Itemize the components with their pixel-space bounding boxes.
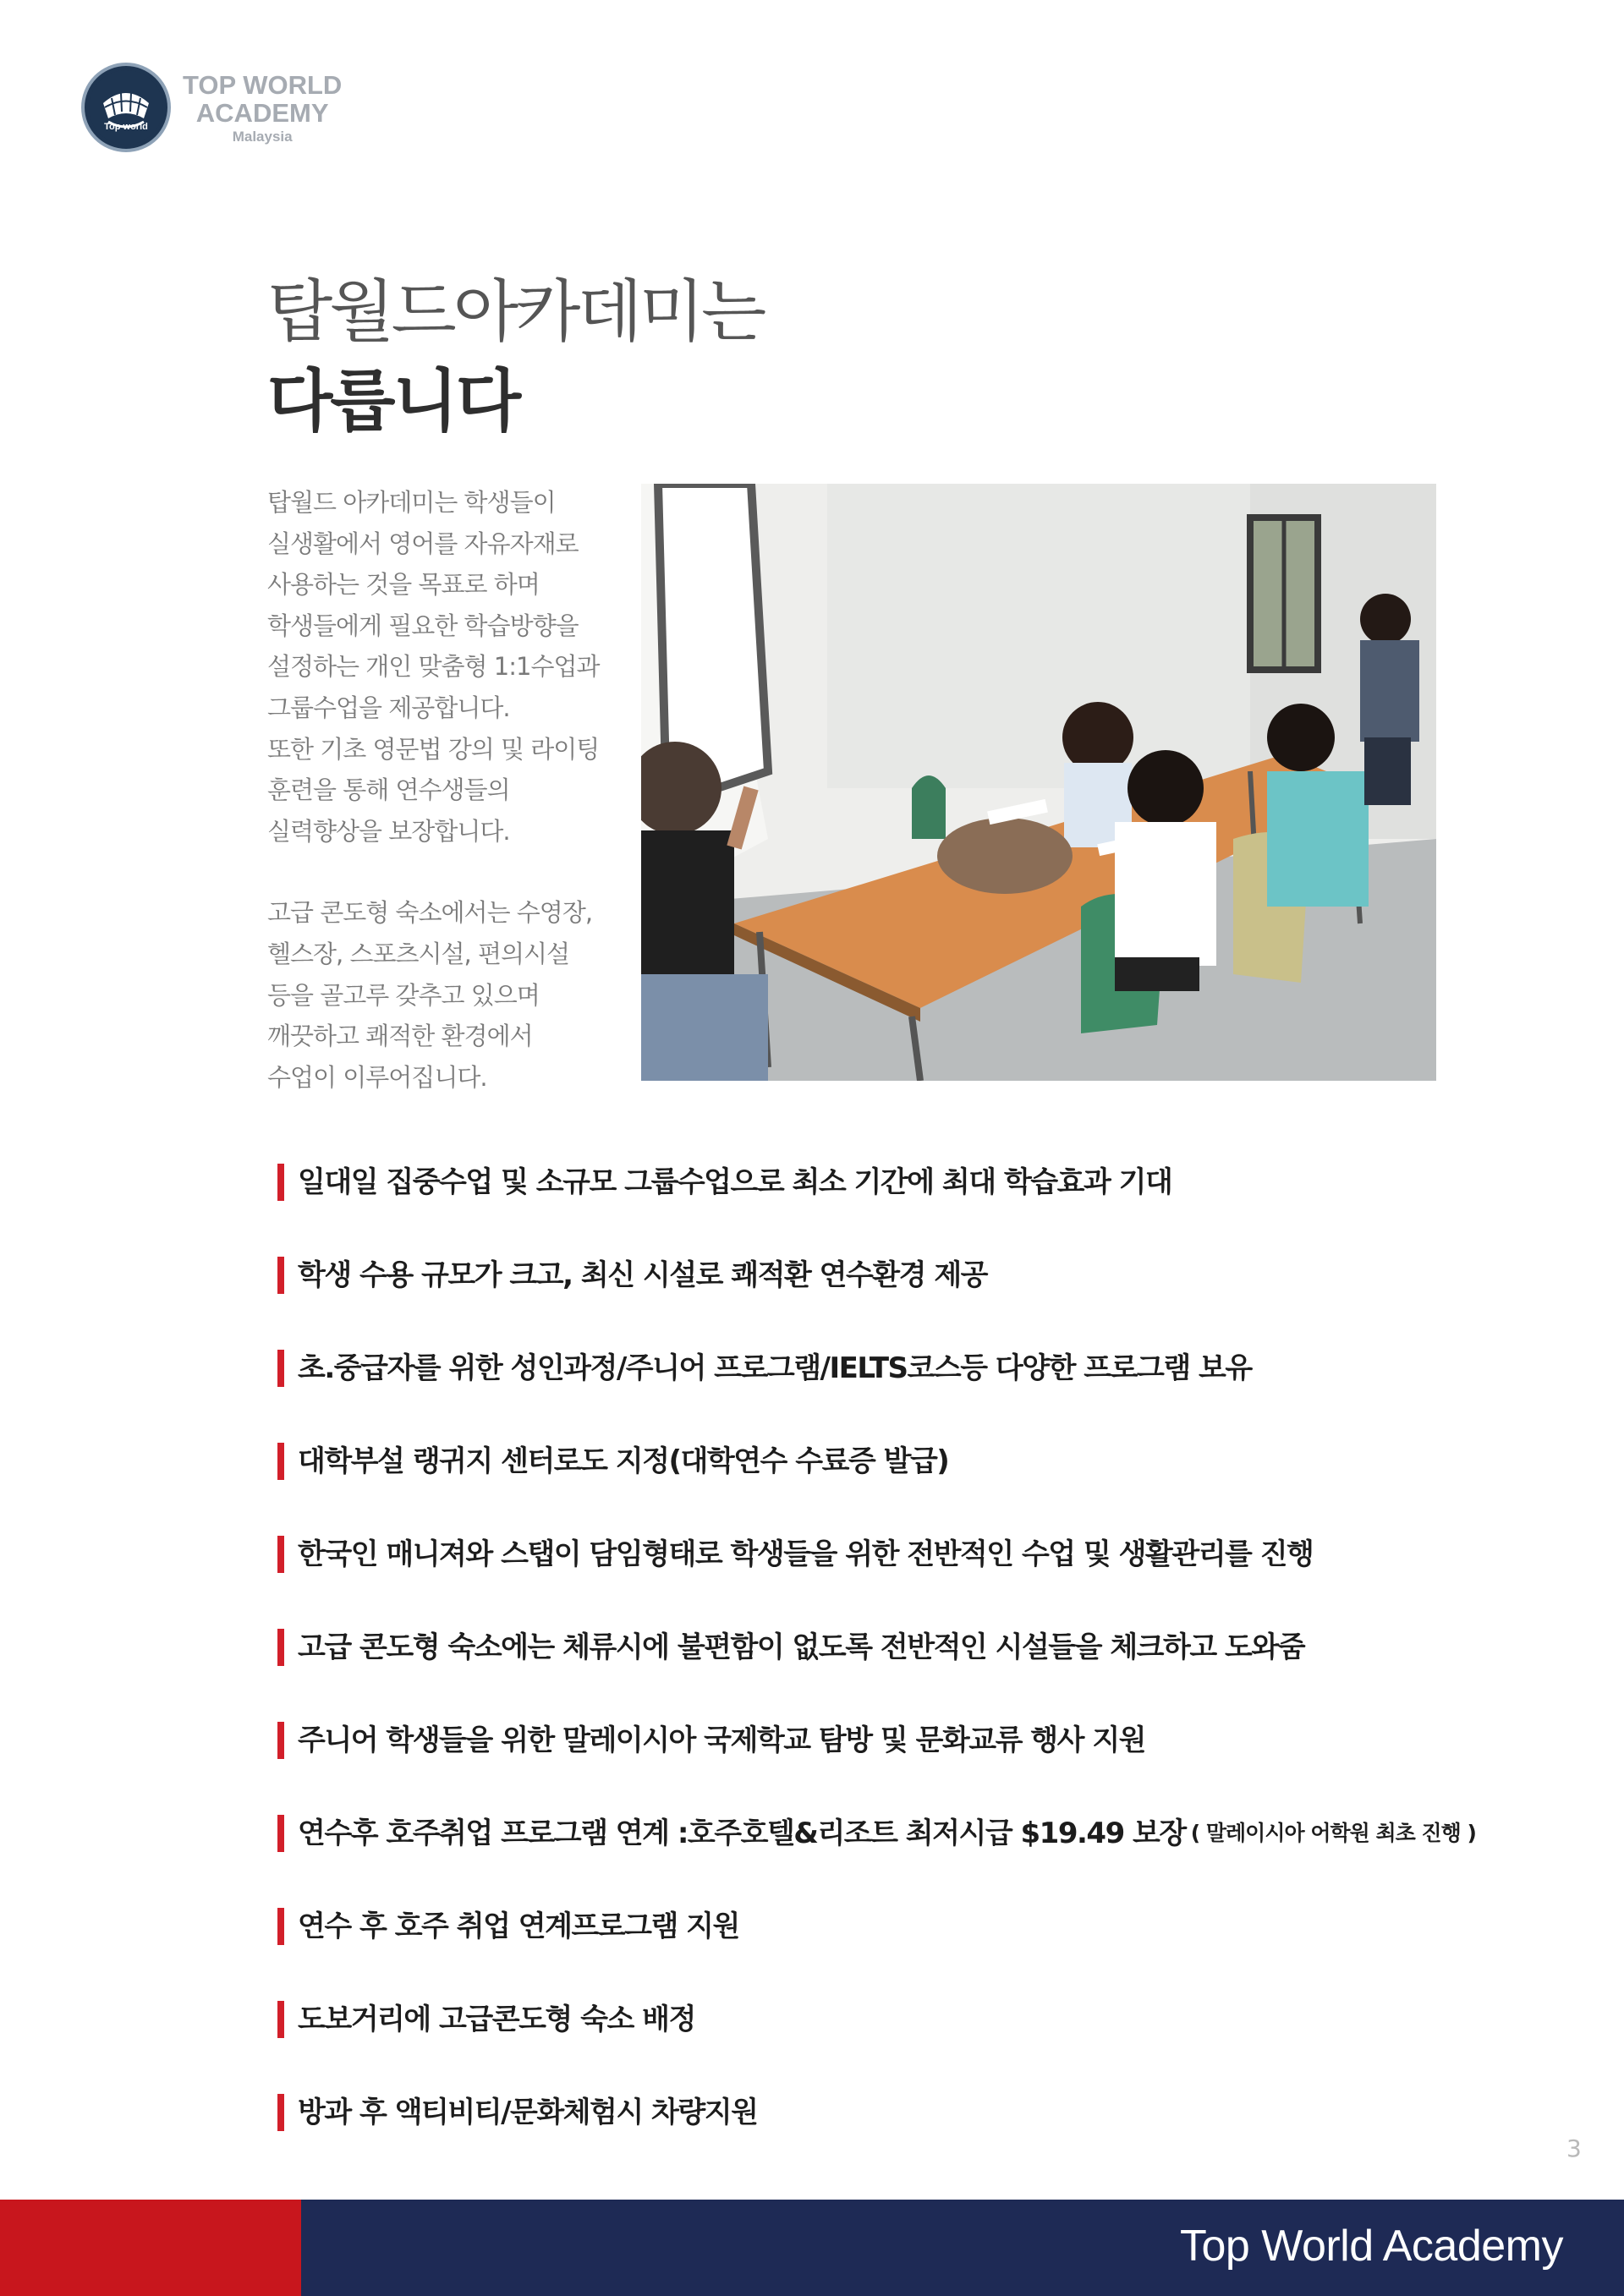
feature-text: 한국인 매니져와 스탭이 담임형태로 학생들을 위한 전반적인 수업 및 생활관리를 진행 <box>298 1537 1314 1571</box>
intro-line: 헬스장, 스포츠시설, 편의시설 <box>267 939 570 968</box>
emblem-text: Top world <box>104 122 148 132</box>
feature-item <box>277 1258 1546 1351</box>
feature-item <box>277 1165 1546 1258</box>
intro-line: 깨끗하고 쾌적한 환경에서 <box>267 1022 533 1051</box>
footer-brand-name: Top World Academy <box>1180 2222 1563 2271</box>
intro-line: 설정하는 개인 맞춤형 1:1수업과 <box>267 652 600 682</box>
feature-item <box>277 1723 1546 1817</box>
headline-bold: 다릅니다 <box>267 362 519 441</box>
red-bullet-bar <box>277 1815 284 1852</box>
feature-item <box>277 1817 1546 1910</box>
feature-item <box>277 1351 1546 1444</box>
feature-text: 방과 후 액티비티/문화체험시 차량지원 <box>298 2096 758 2129</box>
logo-title-line2: ACADEMY <box>195 97 329 128</box>
headline-light: 탑월드아카데미는 <box>267 272 764 351</box>
feature-item <box>277 1910 1546 2003</box>
red-bullet-bar <box>277 1722 284 1759</box>
logo-subtitle: Malaysia <box>232 128 293 145</box>
feature-text: 초.중급자를 위한 성인과정/주니어 프로그램/IELTS코스등 다양한 프로그램 보유 <box>298 1351 1252 1385</box>
feature-list <box>277 1165 1546 2189</box>
intro-line: 실생활에서 영어를 자유자재로 <box>267 529 579 558</box>
red-bullet-bar <box>277 1629 284 1666</box>
feature-note: ( 말레이시아 어학원 최초 진행 ) <box>1190 1821 1476 1845</box>
intro-line: 또한 기초 영문법 강의 및 라이팅 <box>267 734 600 764</box>
feature-text: 연수 후 호주 취업 연계프로그램 지원 <box>298 1910 739 1943</box>
academy-logo <box>81 63 342 152</box>
feature-item <box>277 1444 1546 1537</box>
red-bullet-bar <box>277 1257 284 1294</box>
red-bullet-bar <box>277 2094 284 2131</box>
classroom-photo <box>641 484 1436 1081</box>
red-bullet-bar <box>277 1536 284 1573</box>
intro-line: 탑월드 아카데미는 학생들이 <box>267 488 556 517</box>
feature-text: 도보거리에 고급콘도형 숙소 배정 <box>298 2003 695 2036</box>
feature-item <box>277 1537 1546 1630</box>
intro-line: 사용하는 것을 목표로 하며 <box>267 570 540 600</box>
page-number: 3 <box>1566 2134 1582 2162</box>
feature-item <box>277 1630 1546 1723</box>
footer-red-block <box>0 2200 301 2296</box>
red-bullet-bar <box>277 1164 284 1201</box>
feature-text: 학생 수용 규모가 크고, 최신 시설로 쾌적환 연수환경 제공 <box>298 1258 988 1292</box>
feature-text: 대학부설 랭귀지 센터로도 지정(대학연수 수료증 발급) <box>298 1444 949 1478</box>
feature-text: 연수후 호주취업 프로그램 연계 :호주호텔&리조트 최저시급 $19.49 보장 <box>298 1817 1186 1850</box>
feature-text: 일대일 집중수업 및 소규모 그룹수업으로 최소 기간에 최대 학습효과 기대 <box>298 1165 1172 1199</box>
feature-item <box>277 2003 1546 2096</box>
red-bullet-bar <box>277 1350 284 1387</box>
red-bullet-bar <box>277 1908 284 1945</box>
feature-text: 주니어 학생들을 위한 말레이시아 국제학교 탐방 및 문화교류 행사 지원 <box>298 1723 1146 1757</box>
intro-line: 그룹수업을 제공합니다. <box>267 693 510 722</box>
intro-line: 실력향상을 보장합니다. <box>267 816 510 846</box>
intro-line: 등을 골고루 갖추고 있으며 <box>267 980 540 1010</box>
feature-text: 고급 콘도형 숙소에는 체류시에 불편함이 없도록 전반적인 시설들을 체크하고 도와줌 <box>298 1630 1305 1664</box>
intro-text <box>267 482 623 1098</box>
intro-line: 수업이 이루어집니다. <box>267 1062 487 1092</box>
intro-line: 고급 콘도형 숙소에서는 수영장, <box>267 898 593 928</box>
red-bullet-bar <box>277 2001 284 2038</box>
logo-title-line1: TOP WORLD <box>183 69 343 100</box>
globe-emblem-icon <box>81 63 171 152</box>
feature-item <box>277 2096 1546 2189</box>
intro-line: 학생들에게 필요한 학습방향을 <box>267 611 579 640</box>
intro-line: 훈련을 통해 연수생들의 <box>267 775 510 805</box>
red-bullet-bar <box>277 1443 284 1480</box>
